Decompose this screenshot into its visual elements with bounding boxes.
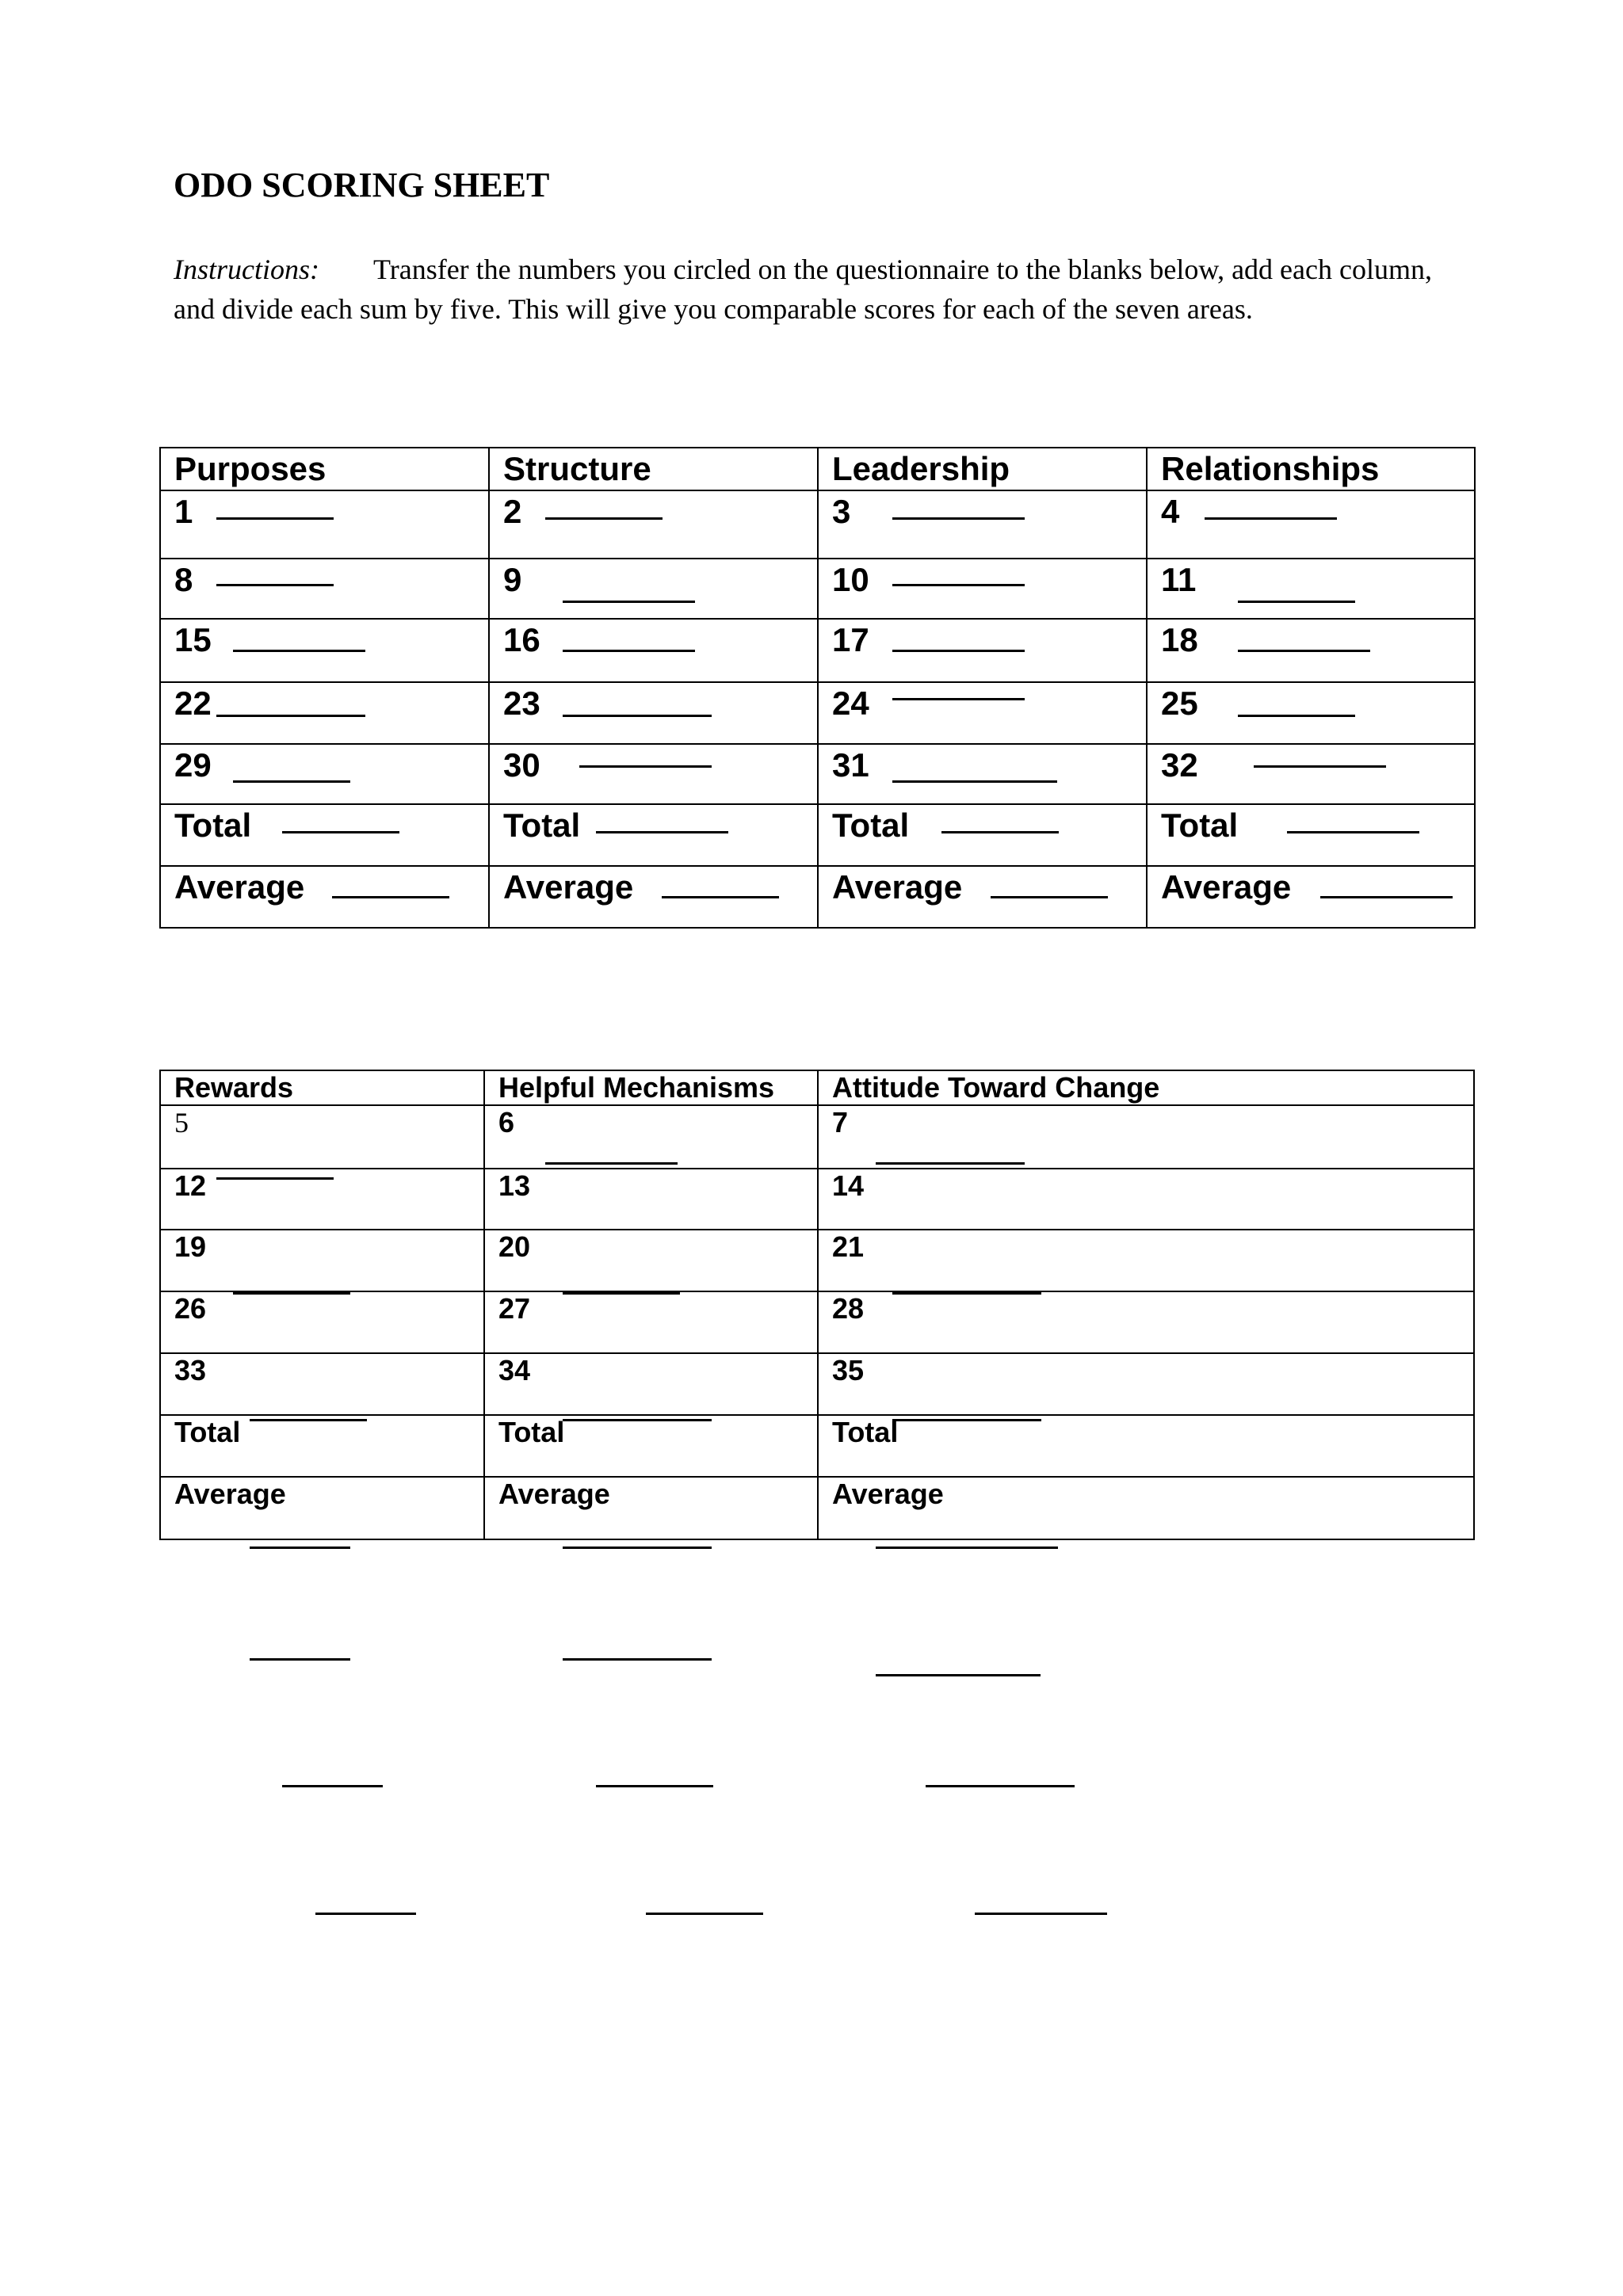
answer-blank[interactable] xyxy=(1287,831,1419,833)
answer-blank[interactable] xyxy=(596,831,728,833)
item-label: 11 xyxy=(1147,559,1475,619)
average-label: Average xyxy=(818,1477,1474,1539)
average-label: Average xyxy=(160,866,489,928)
answer-blank[interactable] xyxy=(216,584,334,586)
total-label: Total xyxy=(484,1415,818,1477)
item-label: 22 xyxy=(160,682,489,744)
answer-blank[interactable] xyxy=(216,1177,334,1180)
item-label: 23 xyxy=(489,682,818,744)
answer-blank[interactable] xyxy=(233,1292,350,1295)
answer-blank[interactable] xyxy=(646,1913,763,1915)
answer-blank[interactable] xyxy=(563,1658,712,1661)
answer-blank[interactable] xyxy=(1320,896,1453,898)
item-label: 35 xyxy=(818,1353,1474,1415)
answer-blank[interactable] xyxy=(250,1419,367,1421)
answer-blank[interactable] xyxy=(892,698,1025,700)
item-label: 8 xyxy=(160,559,489,619)
total-label: Total xyxy=(160,804,489,866)
header-structure: Structure xyxy=(489,448,818,490)
scoring-table-2 xyxy=(159,1070,1475,1540)
header-purposes: Purposes xyxy=(160,448,489,490)
answer-blank[interactable] xyxy=(1238,650,1370,652)
item-label: 24 xyxy=(818,682,1147,744)
answer-blank[interactable] xyxy=(892,780,1057,783)
average-label: Average xyxy=(484,1477,818,1539)
instructions-label: Instructions: xyxy=(174,254,319,285)
header-rewards: Rewards xyxy=(160,1070,484,1105)
item-label: 26 xyxy=(160,1291,484,1353)
average-label: Average xyxy=(160,1477,484,1539)
answer-blank[interactable] xyxy=(250,1547,350,1549)
answer-blank[interactable] xyxy=(282,831,399,833)
answer-blank[interactable] xyxy=(876,1162,1025,1165)
answer-blank[interactable] xyxy=(596,1785,713,1787)
answer-blank[interactable] xyxy=(991,896,1108,898)
answer-blank[interactable] xyxy=(545,517,663,520)
total-label: Total xyxy=(818,1415,1474,1477)
answer-blank[interactable] xyxy=(892,650,1025,652)
item-label: 16 xyxy=(489,619,818,682)
item-label: 13 xyxy=(484,1169,818,1230)
item-label: 14 xyxy=(818,1169,1474,1230)
answer-blank[interactable] xyxy=(892,584,1025,586)
answer-blank[interactable] xyxy=(233,650,365,652)
answer-blank[interactable] xyxy=(941,831,1059,833)
item-label: 12 xyxy=(160,1169,484,1230)
answer-blank[interactable] xyxy=(216,715,365,717)
answer-blank[interactable] xyxy=(926,1785,1075,1787)
item-label: 6 xyxy=(484,1105,818,1169)
item-label: 32 xyxy=(1147,744,1475,804)
item-label: 5 xyxy=(160,1105,484,1169)
answer-blank[interactable] xyxy=(250,1658,350,1661)
answer-blank[interactable] xyxy=(876,1674,1041,1676)
average-label: Average xyxy=(489,866,818,928)
answer-blank[interactable] xyxy=(563,1419,712,1421)
answer-blank[interactable] xyxy=(892,1419,1041,1421)
total-label: Total xyxy=(818,804,1147,866)
item-label: 1 xyxy=(160,490,489,559)
instructions xyxy=(174,250,1473,329)
total-label: Total xyxy=(1147,804,1475,866)
item-label: 4 xyxy=(1147,490,1475,559)
header-leadership: Leadership xyxy=(818,448,1147,490)
item-label: 28 xyxy=(818,1291,1474,1353)
average-label: Average xyxy=(1147,866,1475,928)
answer-blank[interactable] xyxy=(216,517,334,520)
answer-blank[interactable] xyxy=(975,1913,1107,1915)
item-label: 2 xyxy=(489,490,818,559)
total-label: Total xyxy=(160,1415,484,1477)
item-label: 10 xyxy=(818,559,1147,619)
average-label: Average xyxy=(818,866,1147,928)
answer-blank[interactable] xyxy=(1238,601,1355,603)
answer-blank[interactable] xyxy=(545,1162,678,1165)
page-title: ODO SCORING SHEET xyxy=(174,166,550,204)
answer-blank[interactable] xyxy=(892,517,1025,520)
answer-blank[interactable] xyxy=(1254,765,1386,768)
instructions-text: Transfer the numbers you circled on the questionnaire to the blanks below, add each column, and divide each sum by five. This will give you comparable scores for each of the seven areas. xyxy=(174,254,1432,325)
item-label: 33 xyxy=(160,1353,484,1415)
item-label: 25 xyxy=(1147,682,1475,744)
item-label: 18 xyxy=(1147,619,1475,682)
item-label: 31 xyxy=(818,744,1147,804)
item-label: 9 xyxy=(489,559,818,619)
item-label: 7 xyxy=(818,1105,1474,1169)
answer-blank[interactable] xyxy=(1205,517,1337,520)
item-label: 27 xyxy=(484,1291,818,1353)
item-label: 34 xyxy=(484,1353,818,1415)
answer-blank[interactable] xyxy=(332,896,449,898)
answer-blank[interactable] xyxy=(282,1785,383,1787)
answer-blank[interactable] xyxy=(892,1292,1041,1295)
header-relationships: Relationships xyxy=(1147,448,1475,490)
item-label: 17 xyxy=(818,619,1147,682)
item-label: 29 xyxy=(160,744,489,804)
answer-blank[interactable] xyxy=(233,780,350,783)
answer-blank[interactable] xyxy=(1238,715,1355,717)
item-label: 30 xyxy=(489,744,818,804)
answer-blank[interactable] xyxy=(315,1913,416,1915)
item-label: 19 xyxy=(160,1230,484,1291)
answer-blank[interactable] xyxy=(662,896,779,898)
answer-blank[interactable] xyxy=(563,650,695,652)
item-label: 3 xyxy=(818,490,1147,559)
item-label: 21 xyxy=(818,1230,1474,1291)
answer-blank[interactable] xyxy=(876,1547,1058,1549)
answer-blank[interactable] xyxy=(579,765,712,768)
answer-blank[interactable] xyxy=(563,715,712,717)
header-attitude-toward-change: Attitude Toward Change xyxy=(818,1070,1474,1105)
answer-blank[interactable] xyxy=(563,601,695,603)
header-helpful-mechanisms: Helpful Mechanisms xyxy=(484,1070,818,1105)
answer-blank[interactable] xyxy=(563,1292,680,1295)
answer-blank[interactable] xyxy=(563,1547,712,1549)
total-label: Total xyxy=(489,804,818,866)
item-label: 15 xyxy=(160,619,489,682)
item-label: 20 xyxy=(484,1230,818,1291)
